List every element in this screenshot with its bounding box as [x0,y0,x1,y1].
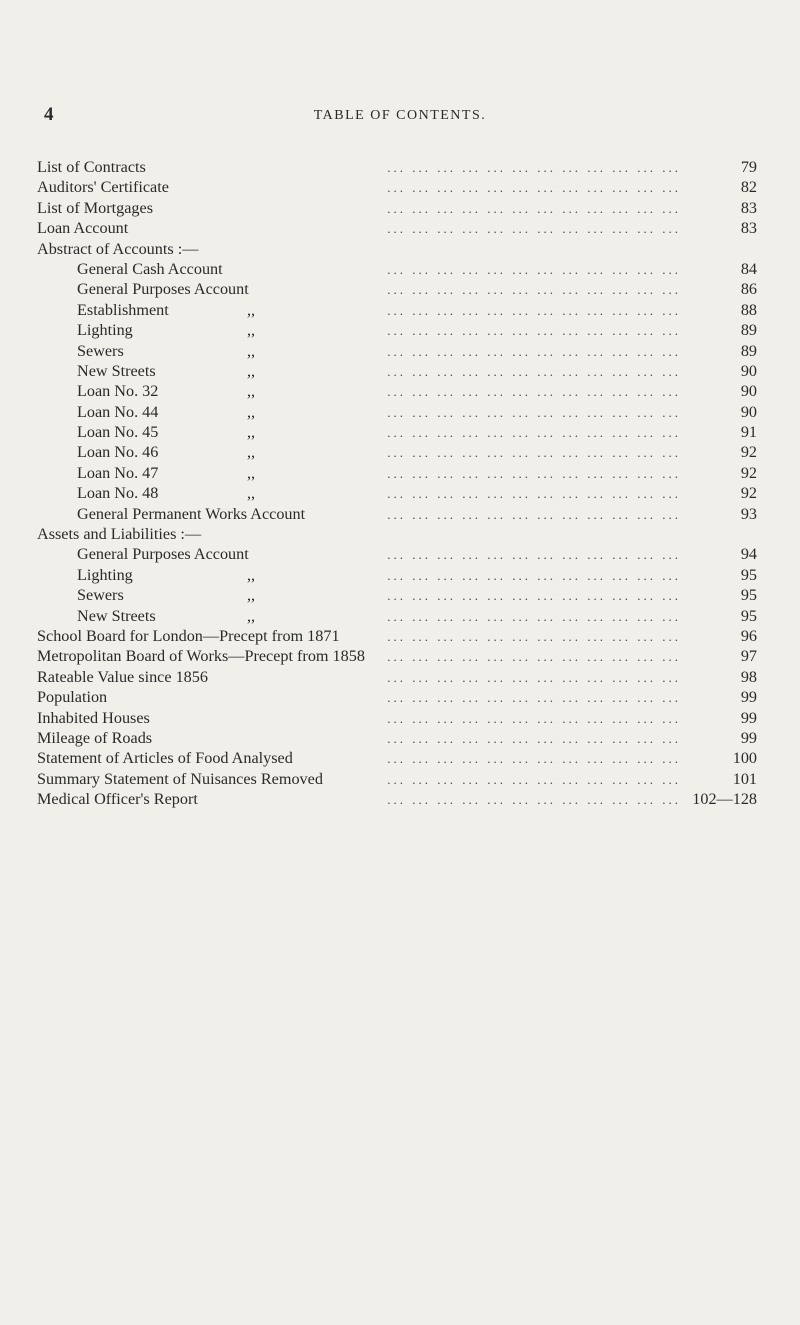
toc-entry [37,198,757,218]
toc-entry-title: Statement of Articles of Food Analysed [37,749,293,768]
dot-leader: ... ... ... ... ... ... ... ... ... ... ... ... [387,730,681,746]
toc-entry [37,524,757,544]
toc-entry [37,667,757,687]
toc-entry [37,300,757,320]
ditto-mark: ,, [247,443,256,462]
toc-entry-page: 95 [740,565,757,584]
toc-entry-title: Inhabited Houses [37,708,150,727]
toc-entry-title: Metropolitan Board of Works—Precept from 1858 [37,647,365,666]
toc-entry-page: 99 [740,688,757,707]
dot-leader: ... ... ... ... ... ... ... ... ... ... ... ... [387,363,681,379]
toc-entry [37,177,757,197]
dot-leader: ... ... ... ... ... ... ... ... ... ... ... ... [387,751,681,767]
ditto-mark: ,, [247,606,256,625]
toc-entry-page: 88 [740,300,757,319]
dot-leader: ... ... ... ... ... ... ... ... ... ... ... ... [387,323,681,339]
toc-entry [37,239,757,259]
page-number: 4 [44,104,54,125]
toc-entry-page: 96 [740,626,757,645]
dot-leader: ... ... ... ... ... ... ... ... ... ... ... ... [387,690,681,706]
dot-leader: ... ... ... ... ... ... ... ... ... ... ... ... [387,547,681,563]
dot-leader: ... ... ... ... ... ... ... ... ... ... ... ... [387,221,681,237]
ditto-mark: ,, [247,382,256,401]
toc-entry-title: Rateable Value since 1856 [37,667,208,686]
dot-leader: ... ... ... ... ... ... ... ... ... ... ... ... [387,608,681,624]
toc-entry-page: 91 [740,423,757,442]
ditto-mark: ,, [247,463,256,482]
toc-entry-title: New Streets [77,361,156,380]
dot-leader: ... ... ... ... ... ... ... ... ... ... ... ... [387,649,681,665]
toc-entry-page: 98 [740,667,757,686]
toc-entry-title: New Streets [77,606,156,625]
toc-entry [37,483,757,503]
toc-entry [37,544,757,564]
toc-entry-title: Population [37,688,108,707]
ditto-mark: ,, [247,361,256,380]
toc-entry [37,381,757,401]
toc-entry-title: Loan Account [37,219,129,238]
toc-entry-page: 90 [740,382,757,401]
toc-entry-page: 90 [740,361,757,380]
toc-entry-title: Summary Statement of Nuisances Removed [37,769,323,788]
dot-leader: ... ... ... ... ... ... ... ... ... ... ... ... [387,445,681,461]
toc-entry-page: 90 [740,402,757,421]
dot-leader: ... ... ... ... ... ... ... ... ... ... ... ... [387,343,681,359]
toc-entry [37,565,757,585]
ditto-mark: ,, [247,423,256,442]
toc-entry-page: 86 [740,280,757,299]
dot-leader: ... ... ... ... ... ... ... ... ... ... ... ... [387,628,681,644]
table-of-contents [37,157,757,810]
toc-entry-page: 92 [740,463,757,482]
toc-entry [37,728,757,748]
toc-entry-title: Loan No. 47 [77,463,159,482]
toc-entry-page: 95 [740,586,757,605]
toc-entry [37,402,757,422]
toc-entry [37,218,757,238]
toc-entry-title: Medical Officer's Report [37,790,198,809]
toc-entry-page: 89 [740,341,757,360]
ditto-mark: ,, [247,402,256,421]
toc-entry [37,606,757,626]
dot-leader: ... ... ... ... ... ... ... ... ... ... ... ... [387,486,681,502]
ditto-mark: ,, [247,300,256,319]
toc-entry [37,748,757,768]
toc-entry-title: Lighting [77,565,133,584]
toc-entry [37,361,757,381]
toc-entry-page: 92 [740,443,757,462]
toc-entry-page: 83 [740,198,757,217]
toc-entry-title: General Permanent Works Account [77,504,306,523]
toc-entry-title: Abstract of Accounts :— [37,239,199,258]
toc-entry-page: 82 [740,178,757,197]
toc-entry [37,259,757,279]
toc-entry-page: 94 [740,545,757,564]
toc-entry-page: 102—128 [692,790,757,809]
dot-leader: ... ... ... ... ... ... ... ... ... ... ... ... [387,465,681,481]
toc-entry-page: 79 [740,158,757,176]
toc-entry [37,341,757,361]
dot-leader: ... ... ... ... ... ... ... ... ... ... ... ... [387,384,681,400]
toc-entry-title: Loan No. 45 [77,423,159,442]
toc-entry-title: Establishment [77,300,169,319]
toc-entry-page: 93 [740,504,757,523]
toc-entry [37,687,757,707]
toc-entry-page: 101 [732,769,757,788]
dot-leader: ... ... ... ... ... ... ... ... ... ... ... ... [387,506,681,522]
dot-leader: ... ... ... ... ... ... ... ... ... ... ... ... [387,792,681,808]
toc-entry [37,422,757,442]
dot-leader: ... ... ... ... ... ... ... ... ... ... ... ... [387,160,681,175]
ditto-mark: ,, [247,484,256,503]
dot-leader: ... ... ... ... ... ... ... ... ... ... ... ... [387,404,681,420]
toc-entry-page: 83 [740,219,757,238]
toc-entry [37,463,757,483]
toc-entry-title: Loan No. 44 [77,402,159,421]
dot-leader: ... ... ... ... ... ... ... ... ... ... ... ... [387,567,681,583]
toc-entry-title: Loan No. 46 [77,443,159,462]
toc-entry [37,157,757,177]
toc-entry-page: 84 [740,259,757,278]
toc-entry-title: School Board for London—Precept from 1871 [37,626,340,645]
dot-leader: ... ... ... ... ... ... ... ... ... ... ... ... [387,200,681,216]
toc-entry-title: Loan No. 48 [77,484,159,503]
toc-entry-title: Assets and Liabilities :— [37,525,202,544]
toc-entry-title: General Cash Account [77,259,223,278]
ditto-mark: ,, [247,586,256,605]
toc-entry-title: List of Contracts [37,158,146,176]
toc-entry [37,279,757,299]
toc-entry [37,320,757,340]
toc-entry-title: Sewers [77,586,124,605]
toc-entry-title: List of Mortgages [37,198,153,217]
toc-entry-title: Mileage of Roads [37,728,153,747]
toc-entry [37,585,757,605]
toc-entry [37,708,757,728]
dot-leader: ... ... ... ... ... ... ... ... ... ... ... ... [387,425,681,441]
toc-entry [37,504,757,524]
ditto-mark: ,, [247,565,256,584]
toc-entry-page: 92 [740,484,757,503]
toc-entry-page: 95 [740,606,757,625]
dot-leader: ... ... ... ... ... ... ... ... ... ... ... ... [387,261,681,277]
toc-entry-page: 89 [740,321,757,340]
dot-leader: ... ... ... ... ... ... ... ... ... ... ... ... [387,588,681,604]
dot-leader: ... ... ... ... ... ... ... ... ... ... ... ... [387,180,681,196]
toc-entry-page: 99 [740,708,757,727]
ditto-mark: ,, [247,321,256,340]
toc-entry-title: Auditors' Certificate [37,178,169,197]
toc-entry [37,626,757,646]
running-head: TABLE OF CONTENTS. [313,108,487,123]
toc-entry [37,789,757,809]
ditto-mark: ,, [247,341,256,360]
toc-entry-title: Loan No. 32 [77,382,159,401]
toc-entry-page: 99 [740,728,757,747]
dot-leader: ... ... ... ... ... ... ... ... ... ... ... ... [387,771,681,787]
dot-leader: ... ... ... ... ... ... ... ... ... ... ... ... [387,302,681,318]
dot-leader: ... ... ... ... ... ... ... ... ... ... ... ... [387,710,681,726]
dot-leader: ... ... ... ... ... ... ... ... ... ... ... ... [387,669,681,685]
toc-entry [37,646,757,666]
toc-entry [37,442,757,462]
toc-entry-page: 97 [740,647,757,666]
toc-entry-page: 100 [732,749,757,768]
toc-entry-title: General Purposes Account [77,545,249,564]
toc-entry-title: General Purposes Account [77,280,249,299]
toc-entry-title: Lighting [77,321,133,340]
toc-entry [37,769,757,789]
dot-leader: ... ... ... ... ... ... ... ... ... ... ... ... [387,282,681,298]
toc-entry-title: Sewers [77,341,124,360]
